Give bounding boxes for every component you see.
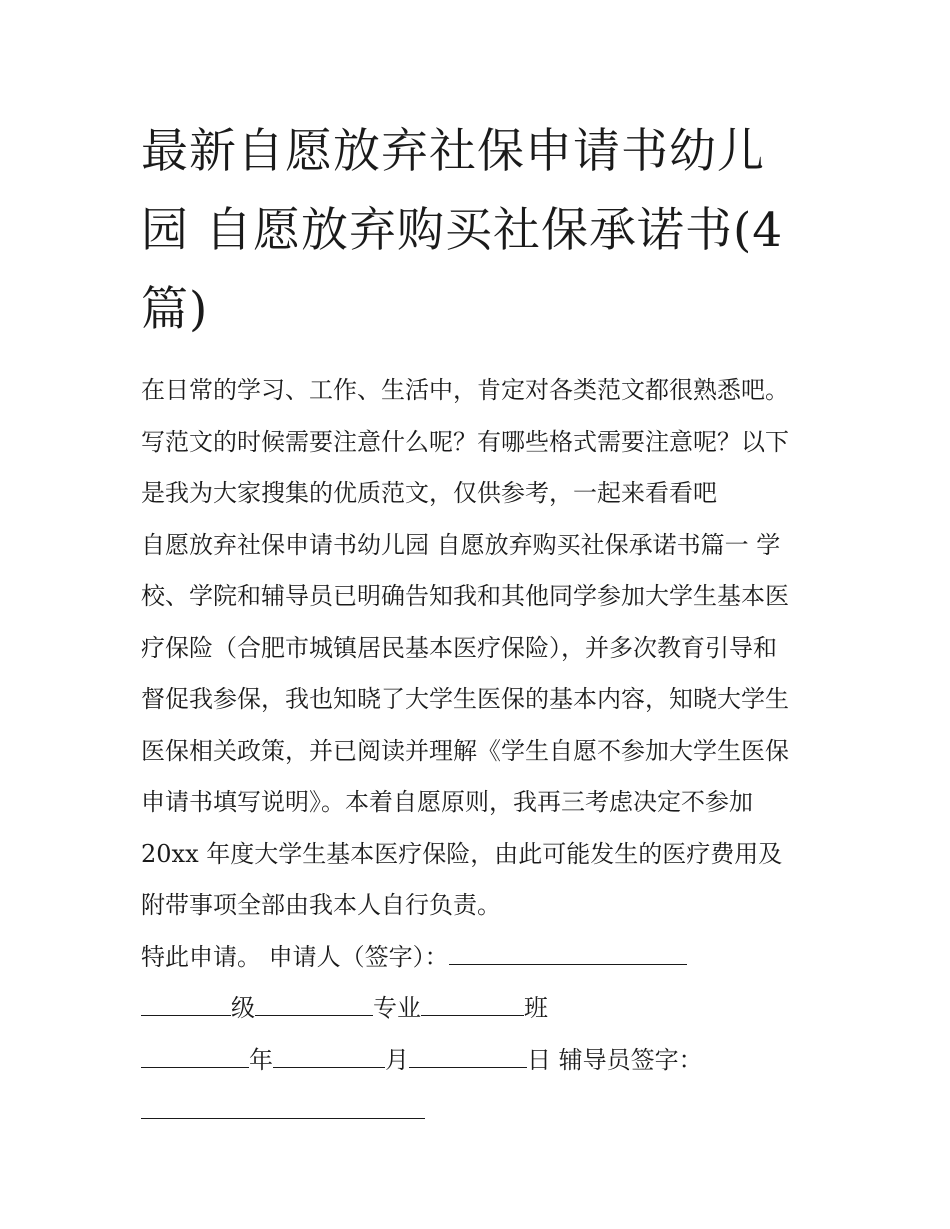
month-label: 月 xyxy=(385,1045,409,1074)
signature-form xyxy=(141,932,816,1138)
counselor-signature-row xyxy=(141,1086,816,1138)
grade-blank xyxy=(141,995,231,1016)
text-line: 申请书填写说明》。本着自愿原则，我再三考虑决定不参加 xyxy=(141,788,753,816)
text-line: 是我为大家搜集的优质范文，仅供参考，一起来看看吧 xyxy=(141,479,717,507)
text-line: 写范文的时候需要注意什么呢？有哪些格式需要注意呢？以下 xyxy=(141,427,789,456)
document-page xyxy=(141,112,816,1138)
text-line: 督促我参保，我也知晓了大学生医保的基本内容，知晓大学生 xyxy=(141,685,789,713)
major-label: 专业 xyxy=(373,994,421,1022)
text-line: 附带事项全部由我本人自行负责。 xyxy=(141,891,501,919)
intro-paragraph xyxy=(141,365,816,520)
day-label: 日 辅导员签字： xyxy=(527,1045,703,1074)
text-line: 在日常的学习、工作、生活中，肯定对各类范文都很熟悉吧。 xyxy=(141,376,789,404)
major-blank xyxy=(255,995,373,1016)
title-line: 园 自愿放弃购买社保承诺书(4 xyxy=(141,203,784,258)
document-title xyxy=(141,112,816,349)
month-blank xyxy=(273,1047,385,1068)
text-line: 疗保险（合肥市城镇居民基本医疗保险），并多次教育引导和 xyxy=(141,633,777,662)
date-row xyxy=(141,1035,816,1087)
text-line: 20xx 年度大学生基本医疗保险，由此可能发生的医疗费用及 xyxy=(141,839,783,868)
applicant-signature-blank xyxy=(449,944,687,965)
class-blank xyxy=(421,995,524,1016)
class-label: 班 xyxy=(524,994,548,1022)
text-line: 自愿放弃社保申请书幼儿园 自愿放弃购买社保承诺书篇一 学 xyxy=(141,530,781,559)
text-line: 医保相关政策，并已阅读并理解《学生自愿不参加大学生医保 xyxy=(141,736,789,765)
day-blank xyxy=(409,1047,527,1068)
year-blank xyxy=(141,1047,249,1068)
title-line: 最新自愿放弃社保申请书幼儿 xyxy=(141,124,765,179)
year-label: 年 xyxy=(249,1045,273,1074)
text-line: 校、学院和辅导员已明确告知我和其他同学参加大学生基本医 xyxy=(141,582,789,610)
section-paragraph xyxy=(141,520,816,932)
grade-label: 级 xyxy=(231,994,255,1022)
counselor-signature-blank xyxy=(141,1098,425,1119)
title-line: 篇) xyxy=(141,282,209,337)
applicant-signature-row xyxy=(141,932,816,984)
apply-label: 特此申请。 申请人（签字）： xyxy=(141,942,449,971)
class-row xyxy=(141,983,816,1035)
document-body xyxy=(141,365,816,1138)
